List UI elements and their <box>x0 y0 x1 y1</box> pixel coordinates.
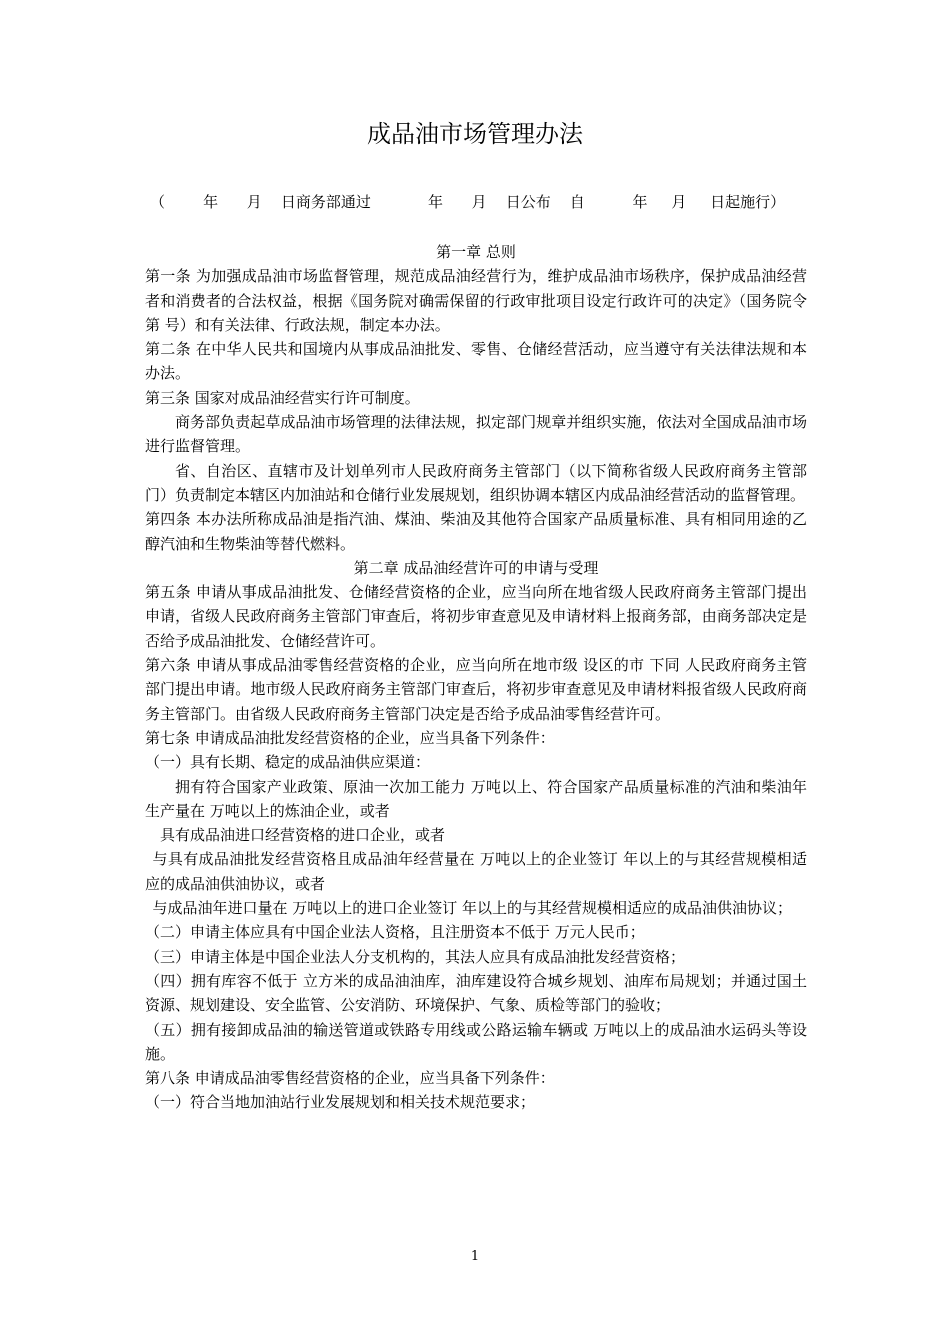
paragraph: 第七条 申请成品油批发经营资格的企业，应当具备下列条件： <box>145 728 555 747</box>
paragraph: 第六条 申请从事成品油零售经营资格的企业，应当向所在地市级 设区的市 下同 人民政府商务主管部门提出申请。地市级人民政府商务主管部门审查后，将初步审查意见及申请材料报省级人民政府商务主管部门。由省级人民政府商务主管部门决定是否给予成品油零售经营许可。 <box>145 656 807 723</box>
page-number: 1 <box>470 1249 480 1264</box>
paragraph: 商务部负责起草成品油市场管理的法律法规，拟定部门规章并组织实施，依法对全国成品油市场进行监督管理。 <box>145 413 807 456</box>
paragraph: 第一条 为加强成品油市场监督管理，规范成品油经营行为，维护成品油市场秩序，保护成品油经营者和消费者的合法权益，根据《国务院对确需保留的行政审批项目设定行政许可的决定》（国务院令第 号）和有关法律、行政法规，制定本办法。 <box>145 267 807 334</box>
paragraph: 省、自治区、直辖市及计划单列市人民政府商务主管部门（以下简称省级人民政府商务主管部门）负责制定本辖区内加油站和仓储行业发展规划，组织协调本辖区内成品油经营活动的监督管理。 <box>145 461 807 504</box>
paragraph: （二）申请主体应具有中国企业法人资格，且注册资本不低于 万元人民币； <box>145 923 645 942</box>
chapter-heading: 第一章 总则 <box>436 243 516 261</box>
paragraph: （一）符合当地加油站行业发展规划和相关技术规范要求； <box>145 1093 536 1112</box>
document-title: 成品油市场管理办法 <box>367 120 583 148</box>
paragraph: 第八条 申请成品油零售经营资格的企业，应当具备下列条件： <box>145 1069 555 1088</box>
paragraph: 具有成品油进口经营资格的进口企业，或者 <box>160 826 446 845</box>
paragraph: 与成品油年进口量在 万吨以上的进口企业签订 年以上的与其经营规模相适应的成品油供油协议； <box>152 899 793 918</box>
paragraph: （五）拥有接卸成品油的输送管道或铁路专用线或公路运输车辆或 万吨以上的成品油水运码头等设施。 <box>145 1020 807 1063</box>
paragraph: 第五条 申请从事成品油批发、仓储经营资格的企业，应当向所在地省级人民政府商务主管部门提出申请，省级人民政府商务主管部门审查后，将初步审查意见及申请材料上报商务部，由商务部决定是否给予成品油批发、仓储经营许可。 <box>145 583 807 650</box>
document-body <box>145 240 807 1115</box>
paragraph: （一）具有长期、稳定的成品油供应渠道： <box>145 753 431 772</box>
paragraph: （四）拥有库容不低于 立方米的成品油油库，油库建设符合城乡规划、油库布局规划；并通过国土资源、规划建设、安全监管、公安消防、环境保护、气象、质检等部门的验收； <box>145 971 807 1015</box>
chapter-heading: 第二章 成品油经营许可的申请与受理 <box>353 558 599 577</box>
paragraph: 第二条 在中华人民共和国境内从事成品油批发、零售、仓储经营活动，应当遵守有关法律法规和本办法。 <box>145 340 807 383</box>
paragraph: 第四条 本办法所称成品油是指汽油、煤油、柴油及其他符合国家产品质量标准、具有相同用途的乙醇汽油和生物柴油等替代燃料。 <box>145 510 807 553</box>
paragraph: （三）申请主体是中国企业法人分支机构的，其法人应具有成品油批发经营资格； <box>145 947 686 966</box>
paragraph: 拥有符合国家产业政策、原油一次加工能力 万吨以上、符合国家产品质量标准的汽油和柴油年生产量在 万吨以上的炼油企业，或者 <box>145 777 807 820</box>
paragraph: 与具有成品油批发经营资格且成品油年经营量在 万吨以上的企业签订 年以上的与其经营规模相适应的成品油供油协议，或者 <box>145 850 807 893</box>
document-subtitle: （ 年 月 日商务部通过 年 月 日公布 自 年 月 日起施行） <box>150 193 786 211</box>
paragraph: 第三条 国家对成品油经营实行许可制度。 <box>145 388 420 407</box>
